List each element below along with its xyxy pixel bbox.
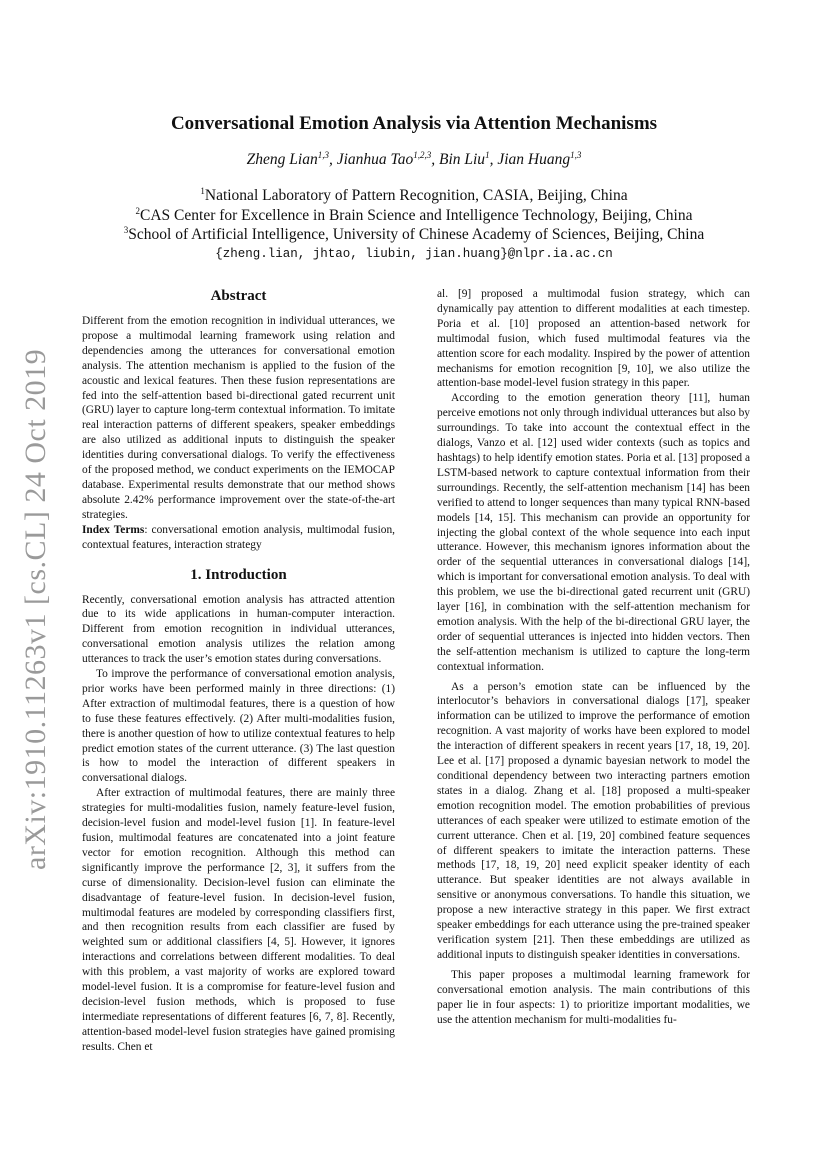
author: Jianhua Tao$^{1,2,3}$ [336,149,432,168]
author-emails: {zheng.lian, jhtao, liubin, jian.huang}@nlpr.ia.ac.cn [215,247,613,261]
body-paragraph: This paper proposes a multimodal learning framework for conversational emotion analysis. The main contributions of this paper lie in four aspects: 1) to prioritize important modalities, we use the attention mechanism for multi-modalities fu- [437,968,750,1026]
author: Zheng Lian$^{1,3}$ [246,149,329,168]
author: Jian Huang$^{1,3}$ [497,149,582,168]
author-list: Zheng Lian$^{1,3}$, Jianhua Tao$^{1,2,3}$, Bin Liu$^1$, Jian Huang$^{1,3}$ [246,149,582,168]
affiliation: $^1$National Laboratory of Pattern Recognition, CASIA, Beijing, China [200,185,628,204]
introduction-heading: 1. Introduction [190,566,287,583]
intro-paragraph: Recently, conversational emotion analysis has attracted attention due to its wide applications in human-computer interaction. Different from emotion recognition in individual utterances, conversational emotion analysis utilizes the relation among utterances to track the user’s emotion states during conversations. [82,593,395,666]
abstract-text: Different from the emotion recognition in individual utterances, we propose a multimodal learning framework using relation and dependencies among the utterances for conversational emotion analysis. The attention mechanism is applied to the fusion of the acoustic and lexical features. Then these fusion representations are fed into the self-attention based bi-directional gated recurrent unit (GRU) layer to capture long-term contextual information. To imitate real interaction patterns of different speakers, speaker embeddings are also utilized as additional inputs to distinguish the speaker identities during conversational dialogs. To verify the effectiveness of the proposed method, we conduct experiments on the IEMOCAP database. Experimental results demonstrate that our method shows absolute 2.42% performance improvement over the state-of-the-art strategies. [82,315,395,521]
arxiv-identifier-stamp: arXiv:1910.11263v1 [cs.CL] 24 Oct 2019 [19,348,52,870]
intro-paragraph: To improve the performance of conversational emotion analysis, prior works have been performed mainly in three directions: (1) After extraction of multimodal features, there is a question of how to fuse these features effectively. (2) After multi-modalities fusion, there is another question of how to utilize contextual features to help predict emotion states of the current utterance. (3) The last question is how to model the interaction of different speakers in conversational dialogs. [82,668,395,785]
affiliation-list [0,186,828,245]
body-paragraph: al. [9] proposed a multimodal fusion strategy, which can dynamically pay attention to different modalities at each timestep. Poria et al. [10] proposed an attention-based network for multimodal fusion, which fused multimodal features via the attention score for each modality. Inspired by the power of attention mechanisms for emotion recognition [9, 10], we also utilize the attention-base model-level fusion strategy in this paper. [437,288,750,390]
index-terms: Index Terms: conversational emotion analysis, multimodal fusion, contextual features, interaction strategy [82,523,395,551]
abstract-heading: Abstract [210,288,267,304]
intro-paragraph: After extraction of multimodal features, there are mainly three strategies for multi-modalities fusion, namely feature-level fusion, decision-level fusion and model-level fusion [1]. In feature-level fusion, multimodal features are concatenated into a joint feature vector for emotion recognition. Although this method can significantly improve the performance [2, 3], it suffers from the curse of dimensionality. Decision-level fusion can eliminate the disadvantage of feature-level fusion. In decision-level fusion, multimodal features are modeled by corresponding classifiers first, and then recognition results from each classifier are fused by weighted sum or additional classifiers [4, 5]. However, it ignores interactions and correlations between different modalities. To deal with this problem, a vast majority of works are explored toward model-level fusion. It is a compromise for feature-level fusion and decision-level fusion methods, which is proposed to fuse intermediate representations of different features [6, 7, 8]. Recently, attention-based model-level fusion strategies have gained promising results. Chen et [82,787,395,1053]
right-column [437,287,750,1027]
body-paragraph: According to the emotion generation theory [11], human perceive emotions not only through individual utterances but also by surroundings. To take into account the contextual effect in the dialogs, Vanzo et al. [12] used wider contexts (such as topics and hashtags) to help identify emotion states. Poria et al. [13] proposed a LSTM-based network to capture contextual information from their surroundings. Recently, the self-attention mechanism [14] has been verified to attend to longer sequences than many typical RNN-based models [14, 15]. This mechanism can provide an opportunity for injecting the global context of the whole sequence into each input utterance. However, this mechanism ignores information about the order of the sequential utterances in conversational dialogs [14], which is important for conversational emotion analysis. To deal with this problem, we use the bi-directional gated recurrent unit (GRU) layer [16], in combination with the self-attention mechanism for emotion analysis. With the help of the bi-directional GRU layer, the order of sequential utterances is injected into hidden vectors. Then the self-attention mechanism is utilized to capture the long-term contextual information. [437,392,750,673]
left-column [82,287,395,1055]
author: Bin Liu$^1$ [438,149,490,168]
affiliation: $^3$School of Artificial Intelligence, University of Chinese Academy of Sciences, Beijing, China [123,224,705,243]
paper-title: Conversational Emotion Analysis via Attention Mechanisms [170,113,658,134]
affiliation: $^2$CAS Center for Excellence in Brain Science and Intelligence Technology, Beijing, China [135,205,693,224]
body-paragraph: As a person’s emotion state can be influenced by the interlocutor’s behaviors in conversational dialogs [17], speaker information can be utilized to improve the performance of emotion recognition. A vast majority of works have been explored to model the interaction of different speakers in recent years [17, 18, 19, 20]. Lee et al. [17] proposed a dynamic bayesian network to model the conditional dependency between two interacting partners emotion states in a dialog. Zhang et al. [18] proposed a multi-speaker emotion recognition model. The emotion probabilities of previous utterances of each speaker were utilized to estimate emotion of the current utterance. Chen et al. [19, 20] combined feature sequences of different speakers to imitate the interaction patterns. These methods [17, 18, 19, 20] need explicit speaker identity of each utterance. But speaker identities are not always available in sensitive or anonymous conversations. To handle this situation, we propose a new interactive strategy in this paper. We first extract speaker embeddings for each utterance using the pre-trained speaker verification system [21]. Then these embeddings are utilized as additional inputs to distinguish speaker identities in conversations. [437,680,750,961]
